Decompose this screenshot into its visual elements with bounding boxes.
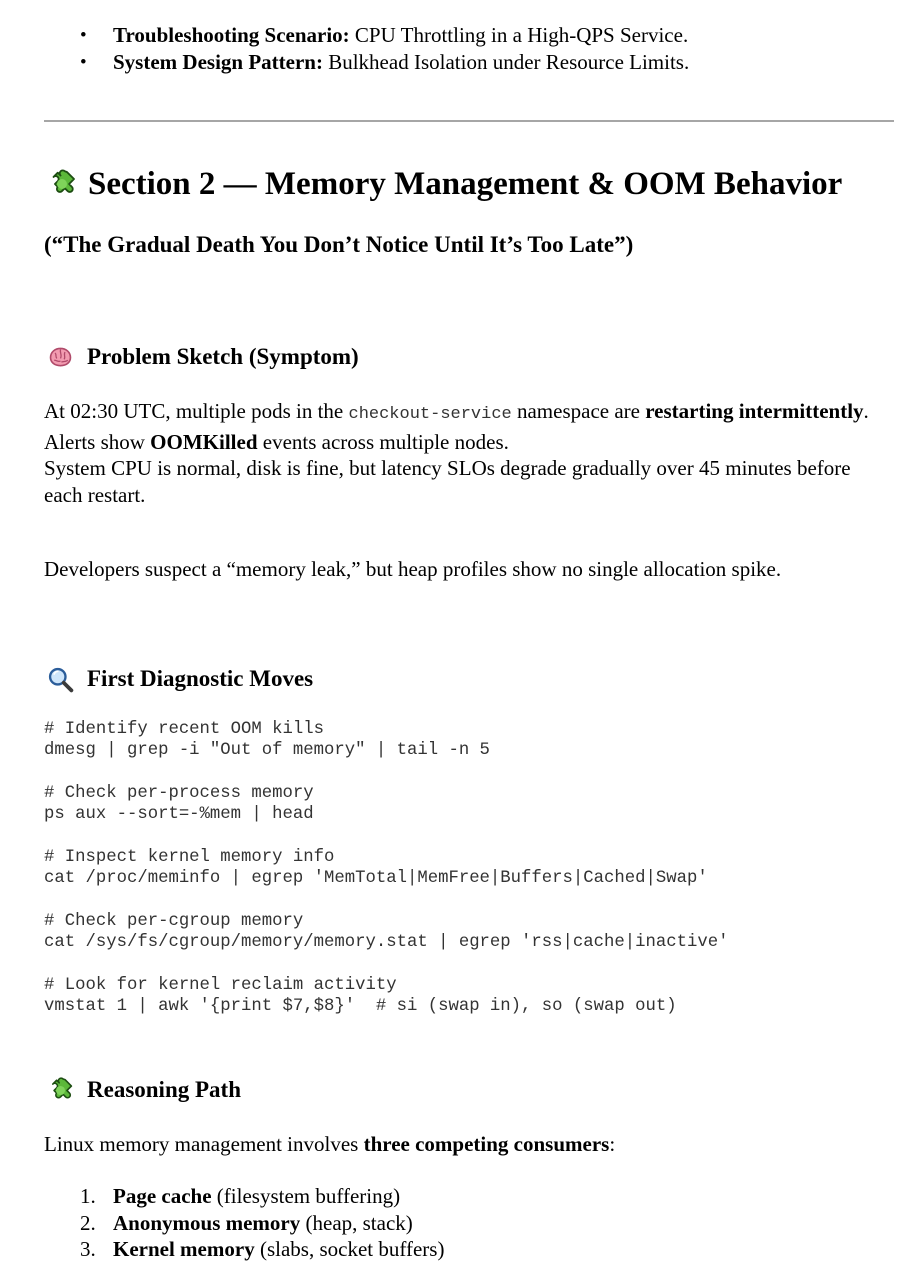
list-item xyxy=(0,22,689,49)
emphasis-text: restarting intermittently xyxy=(645,399,864,423)
text-run: namespace are xyxy=(511,399,646,423)
problem-heading-text: Problem Sketch (Symptom) xyxy=(87,344,359,369)
list-item xyxy=(0,49,689,76)
puzzle-piece-icon xyxy=(46,168,78,200)
reasoning-heading xyxy=(46,1075,241,1105)
list-item xyxy=(0,1236,444,1263)
problem-heading xyxy=(46,342,359,372)
item-text: (heap, stack) xyxy=(300,1210,413,1235)
item-label: Kernel memory xyxy=(113,1237,255,1261)
bullet-label: System Design Pattern: xyxy=(113,50,323,74)
diagnostic-code-block: # Identify recent OOM kills dmesg | grep -i "Out of memory" | tail -n 5 # Check per-process memory ps aux --sort=-%mem | head # Inspect kernel memory info cat /proc/meminfo | egrep 'MemTotal|MemFree|Buffers|Cached|Swap' # Check per-cgroup memory cat /sys/fs/cgroup/memory/memory.stat | egrep 'rss|cache|inactive' # Look for kernel reclaim activity vmstat 1 | awk '{print $7,$8}' # si (swap in), so (swap out) xyxy=(44,720,729,1016)
section-title-text: Section 2 — Memory Management & OOM Behavior xyxy=(88,166,843,202)
text-run: Alerts show xyxy=(44,429,151,454)
item-label: Anonymous memory xyxy=(113,1210,301,1235)
item-text: (filesystem buffering) xyxy=(211,1184,401,1208)
developer-paragraph: Developers suspect a “memory leak,” but heap profiles show no single allocation spike. xyxy=(44,557,782,581)
horizontal-divider xyxy=(44,120,894,122)
consumers-list xyxy=(0,1183,444,1263)
list-item xyxy=(0,1183,444,1210)
item-label: Page cache xyxy=(113,1184,212,1208)
list-number: 2. xyxy=(80,1210,96,1235)
intro-bullet-list xyxy=(0,22,689,76)
brain-icon xyxy=(46,343,75,372)
bullet-dot: • xyxy=(80,25,87,46)
text-run: At 02:30 UTC, multiple pods in the xyxy=(44,399,349,423)
bullet-text: Bulkhead Isolation under Resource Limits. xyxy=(322,50,690,74)
text-run: Linux memory management involves xyxy=(44,1132,364,1156)
list-number: 3. xyxy=(80,1237,96,1261)
text-run: . xyxy=(863,399,869,423)
namespace-code: checkout-service xyxy=(348,405,512,424)
reasoning-intro xyxy=(44,1131,874,1158)
text-run: events across multiple nodes. xyxy=(257,429,509,454)
emphasis-text: three competing consumers xyxy=(363,1132,610,1156)
magnifier-icon xyxy=(46,665,75,694)
list-number: 1. xyxy=(80,1184,96,1208)
diagnostics-heading-text: First Diagnostic Moves xyxy=(87,666,314,691)
puzzle-piece-icon xyxy=(46,1076,75,1105)
bullet-text: CPU Throttling in a High-QPS Service. xyxy=(349,23,689,47)
symptom-paragraph xyxy=(44,398,874,508)
list-item xyxy=(0,1210,444,1237)
bullet-label: Troubleshooting Scenario: xyxy=(113,23,350,47)
section-title xyxy=(46,162,842,206)
bullet-dot: • xyxy=(80,52,87,73)
emphasis-text: OOMKilled xyxy=(150,429,258,454)
diagnostics-heading xyxy=(46,664,313,694)
section-subtitle: (“The Gradual Death You Don’t Notice Until It’s Too Late”) xyxy=(44,232,634,257)
text-run: : xyxy=(609,1132,616,1156)
item-text: (slabs, socket buffers) xyxy=(254,1237,445,1261)
reasoning-heading-text: Reasoning Path xyxy=(87,1077,241,1102)
text-run: System CPU is normal, disk is fine, but latency SLOs degrade gradually over 45 minutes before each restart. xyxy=(44,456,851,507)
